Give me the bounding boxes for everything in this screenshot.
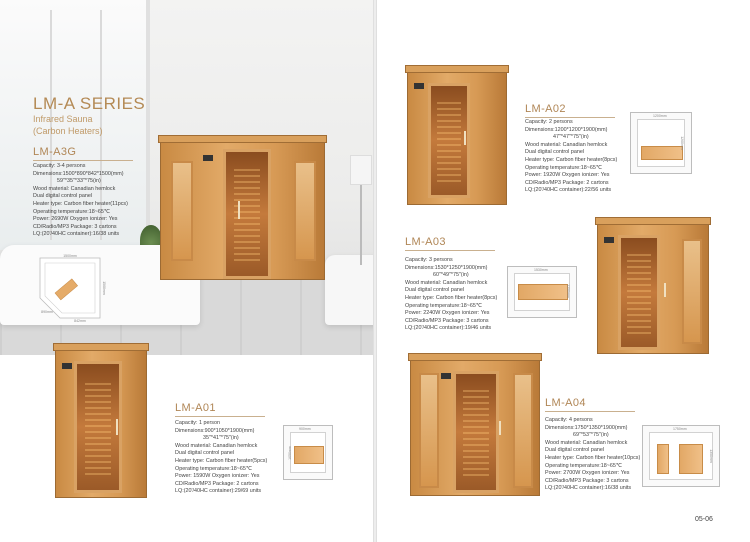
spec-line: 59"*35"*33"*75(in) xyxy=(57,178,101,185)
spec-line: Power: 1590W Oxygen ionizer: Yes xyxy=(175,473,260,480)
spec-line: CD/Radio/MP3 Package: 2 cartons xyxy=(525,179,609,186)
plan-dim: 1050mm xyxy=(287,446,292,460)
spec-line: CD/Radio/MP3 Package: 3 cartons xyxy=(545,477,629,484)
plan-dim: 900mm xyxy=(299,427,311,431)
spec-line: Dimensions:1500*890*842*1500(mm) xyxy=(33,170,124,177)
spec-line: Operating temperature:18~65℃ xyxy=(545,462,622,469)
page-number: 05-06 xyxy=(695,516,713,523)
sauna-a04-image xyxy=(410,358,540,496)
plan-dim: 1200mm xyxy=(679,136,684,150)
plan-dim: 1250mm xyxy=(565,284,570,298)
spec-line: LQ:(20'/40HC container):19/46 units xyxy=(405,325,492,332)
spec-line: CD/Radio/MP3 Package: 2 cartons xyxy=(175,480,259,487)
spec-line: LQ:(20'/40HC container):22/56 units xyxy=(525,187,612,194)
spec-line: Heater type: Carbon fiber heater(10pcs) xyxy=(545,454,641,461)
sauna-a02-image xyxy=(407,70,507,205)
plan-dim: 1530mm xyxy=(534,268,548,272)
divider xyxy=(545,411,635,412)
spec-line: 69"*53"*75"(in) xyxy=(573,432,609,439)
spec-line: Operating temperature:18~65℃ xyxy=(525,164,602,171)
spec-line: Operating temperature:18~65℃ xyxy=(175,465,252,472)
specs-a03 xyxy=(405,257,497,333)
spec-line: Power: 2690W Oxygen ionizer: Yes xyxy=(33,216,118,223)
plan-dim: 842mm xyxy=(74,319,86,323)
spec-line: Dual digital control panel xyxy=(175,450,235,457)
spec-line: 60"*49"*75"(in) xyxy=(433,272,469,279)
plan-dim: 1750mm xyxy=(673,427,687,431)
spec-line: Wood material: Canadian hemlock xyxy=(405,279,488,286)
spec-line: Heater type: Carbon fiber heater(8pcs) xyxy=(525,156,618,163)
floorplan-a3g xyxy=(35,253,105,323)
spec-line: Power: 2240W Oxygen ionizer: Yes xyxy=(405,310,490,317)
series-title: LM-A SERIES xyxy=(33,94,146,113)
specs-a04 xyxy=(545,417,640,493)
plan-dim: 1350mm xyxy=(708,449,713,463)
floorplan-a02 xyxy=(630,112,692,174)
model-name-a03: LM-A03 xyxy=(405,236,446,248)
spec-line: Capacity: 2 persons xyxy=(525,119,573,125)
spec-line: Heater type: Carbon fiber heater(5pcs) xyxy=(175,457,268,464)
spec-line: Wood material: Canadian hemlock xyxy=(525,141,608,148)
spec-line: Wood material: Canadian hemlock xyxy=(33,185,116,192)
sauna-a03-image xyxy=(597,222,709,354)
series-subtitle: Infrared Sauna (Carbon Heaters) xyxy=(33,114,103,136)
spec-line: Power: 1920W Oxygen ionizer: Yes xyxy=(525,172,610,179)
left-page xyxy=(0,0,373,542)
spec-line: Dual digital control panel xyxy=(545,447,605,454)
plan-dim: 890mm xyxy=(41,310,53,314)
spec-line: Capacity: 3 persons xyxy=(405,257,453,263)
spec-line: LQ:(20'/40HC container):16/38 units xyxy=(545,485,632,492)
model-name-a01: LM-A01 xyxy=(175,402,216,414)
spec-line: CD/Radio/MP3 Package: 3 cartons xyxy=(33,223,117,230)
specs-a02 xyxy=(525,119,617,195)
spec-line: Heater type: Carbon fiber heater(11pcs) xyxy=(33,200,128,207)
spec-line: Capacity: 3-4 persons xyxy=(33,163,86,169)
spec-line: Operating temperature:18~65℃ xyxy=(33,208,110,215)
divider xyxy=(405,250,495,251)
plan-dim: 1500mm xyxy=(102,281,106,295)
spec-line: 35"*41"*75"(in) xyxy=(203,435,239,442)
lamp-pole xyxy=(360,185,362,265)
model-name-a02: LM-A02 xyxy=(525,103,566,115)
model-name-a3g: LM-A3G xyxy=(33,146,77,158)
model-name-a04: LM-A04 xyxy=(545,397,586,409)
lamp xyxy=(350,155,372,185)
spec-line: Dimensions:900*1050*1900(mm) xyxy=(175,427,255,434)
floorplan-a03 xyxy=(507,266,577,318)
spec-line: Dual digital control panel xyxy=(405,287,465,294)
plan-dim: 1200mm xyxy=(653,114,667,118)
spec-line: Dual digital control panel xyxy=(525,149,585,156)
sauna-a01-image xyxy=(55,348,147,498)
divider xyxy=(525,117,615,118)
spec-line: 47"*47"*75"(in) xyxy=(553,134,589,141)
divider xyxy=(175,416,265,417)
divider xyxy=(33,160,133,161)
specs-a01 xyxy=(175,420,267,496)
sauna-a3g-image xyxy=(160,140,325,280)
floorplan-a04 xyxy=(642,425,720,487)
spec-line: Dimensions:1750*1350*1900(mm) xyxy=(545,424,628,431)
spec-line: Heater type: Carbon fiber heater(8pcs) xyxy=(405,294,498,301)
spec-line: Capacity: 4 persons xyxy=(545,417,593,423)
spec-line: Operating temperature:18~65℃ xyxy=(405,302,482,309)
spec-line: LQ:(20'/40HC container):16/38 units xyxy=(33,231,120,238)
spec-line: Wood material: Canadian hemlock xyxy=(175,442,258,449)
spec-line: Wood material: Canadian hemlock xyxy=(545,439,628,446)
spec-line: LQ:(20'/40HC container):29/69 units xyxy=(175,488,262,495)
spec-line: Dimensions:1200*1200*1900(mm) xyxy=(525,126,608,133)
spec-line: CD/Radio/MP3 Package: 3 cartons xyxy=(405,317,489,324)
specs-a3g xyxy=(33,163,128,239)
floorplan-a01 xyxy=(283,425,333,480)
spec-line: Dimensions:1530*1250*1900(mm) xyxy=(405,264,488,271)
plan-dim: 1500mm xyxy=(63,254,77,258)
spec-line: Capacity: 1 person xyxy=(175,420,220,426)
spec-line: Dual digital control panel xyxy=(33,193,93,200)
spec-line: Power: 2700W Oxygen ionizer: Yes xyxy=(545,470,630,477)
